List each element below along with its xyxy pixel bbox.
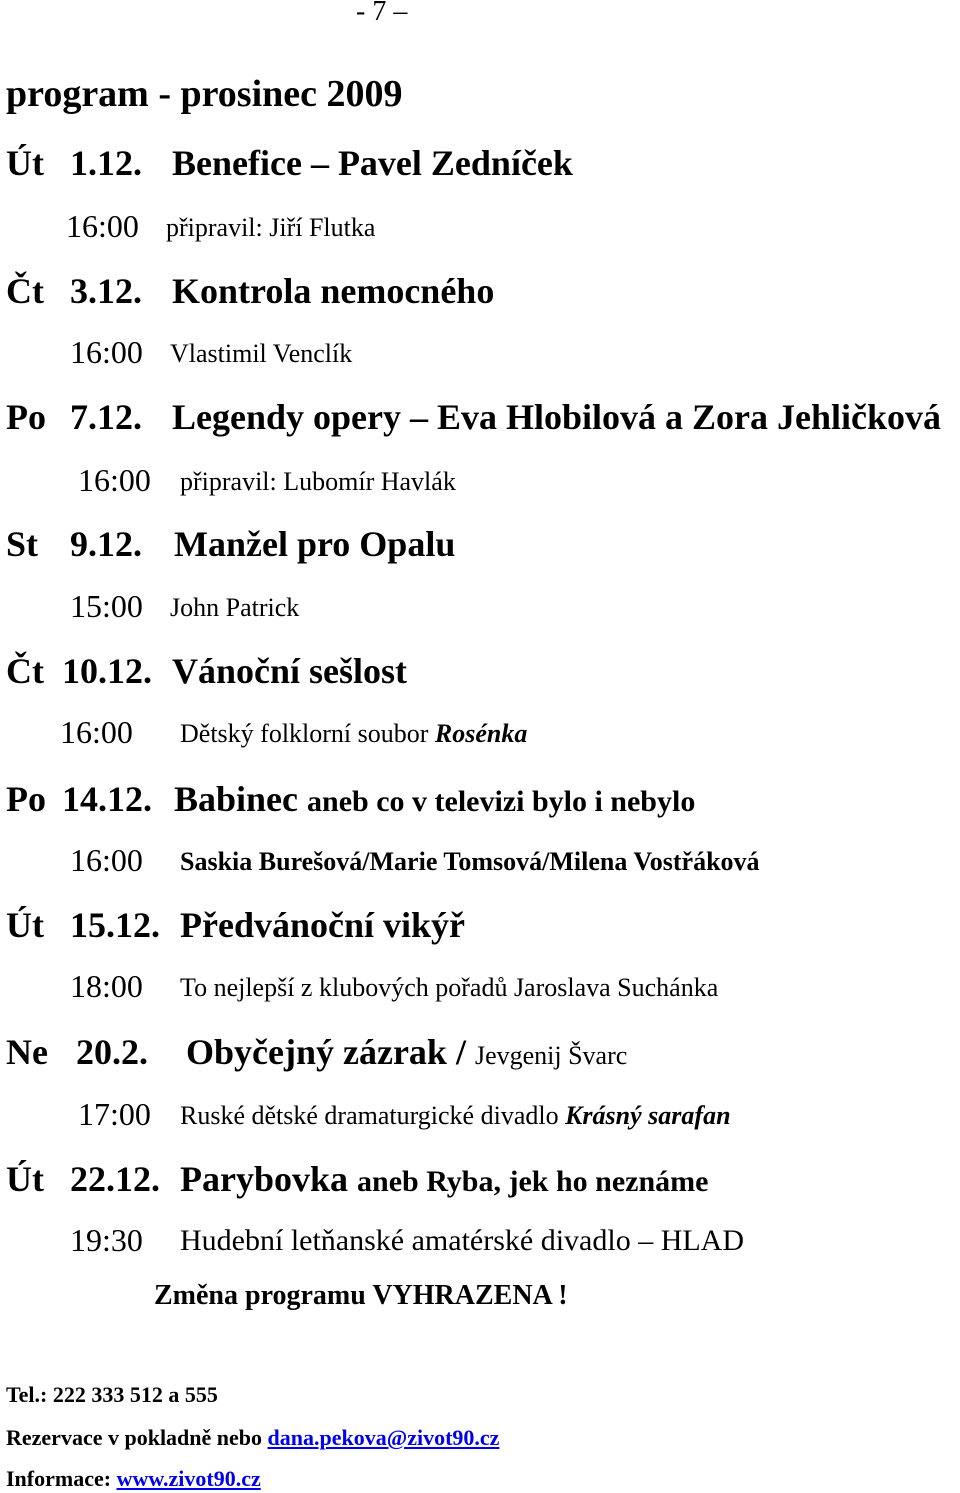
event-title: Legendy opery – Eva Hlobilová a Zora Jehličková [172, 397, 942, 437]
event-date: 9.12. [70, 524, 142, 564]
event-title-main: Obyčejný zázrak / [186, 1032, 466, 1072]
event-title [174, 778, 695, 820]
play-name: Krásný sarafan [565, 1101, 731, 1130]
event-subtitle-text: Dětský folklorní soubor [180, 719, 429, 748]
event-subtitle [180, 1101, 731, 1131]
event-day: St [6, 524, 39, 564]
info-label: Informace: [6, 1466, 117, 1491]
reservation-email-link[interactable]: dana.pekova@zivot90.cz [267, 1425, 500, 1450]
website-link[interactable]: www.zivot90.cz [116, 1466, 261, 1491]
footer-phone: Tel.: 222 333 512 a 555 [6, 1382, 218, 1407]
event-day: Čt [6, 651, 44, 691]
program-change-notice: Změna programu VYHRAZENA ! [154, 1280, 568, 1311]
event-time: 16:00 [60, 714, 133, 750]
event-date: 20.2. [76, 1032, 148, 1072]
event-title: Vánoční sešlost [172, 651, 408, 691]
event-time: 19:30 [70, 1222, 143, 1258]
event-day: Ne [6, 1032, 48, 1072]
event-title: Manžel pro Opalu [174, 524, 456, 564]
event-title [180, 1158, 708, 1200]
event-date: 14.12. [62, 779, 152, 819]
event-day: Po [6, 779, 46, 819]
event-subtitle: připravil: Lubomír Havlák [180, 467, 456, 496]
event-time: 16:00 [70, 334, 143, 370]
event-date: 15.12. [70, 905, 160, 945]
event-subtitle [180, 719, 527, 749]
event-date: 3.12. [70, 271, 142, 311]
event-subtitle: To nejlepší z klubových pořadů Jaroslava Suchánka [180, 973, 719, 1002]
event-date: 7.12. [70, 397, 142, 437]
event-title [186, 1031, 627, 1073]
footer-reservation [6, 1425, 499, 1451]
reservation-label: Rezervace v pokladně nebo [6, 1425, 268, 1450]
event-day: Út [6, 905, 44, 945]
event-date: 10.12. [62, 651, 152, 691]
event-title: Kontrola nemocného [172, 271, 495, 311]
event-time: 16:00 [66, 208, 139, 244]
footer-info [6, 1466, 261, 1492]
event-day: Út [6, 1159, 44, 1199]
event-day: Po [6, 397, 46, 437]
event-time: 16:00 [70, 842, 143, 878]
page-number: - 7 – [356, 0, 408, 27]
page-title: program - prosinec 2009 [6, 73, 403, 115]
event-day: Čt [6, 271, 44, 311]
event-subtitle: Saskia Burešová/Marie Tomsová/Milena Vostřáková [180, 847, 760, 876]
event-date: 22.12. [70, 1159, 160, 1199]
event-time: 16:00 [78, 462, 151, 498]
event-subtitle: připravil: Jiří Flutka [166, 213, 376, 242]
event-day: Út [6, 143, 44, 183]
event-time: 17:00 [78, 1096, 151, 1132]
event-title-rest: aneb co v televizi bylo i nebylo [307, 785, 696, 818]
event-time: 15:00 [70, 588, 143, 624]
event-title-main: Parybovka [180, 1159, 349, 1199]
event-title-main: Babinec [174, 779, 299, 819]
event-subtitle: Vlastimil Venclík [170, 339, 353, 368]
event-subtitle-text: Ruské dětské dramaturgické divadlo [180, 1101, 559, 1130]
event-subtitle: Hudební letňanské amatérské divadlo – HLAD [180, 1224, 745, 1257]
event-title-author: Jevgenij Švarc [474, 1041, 628, 1070]
event-title: Předvánoční vikýř [180, 905, 465, 945]
event-date: 1.12. [70, 143, 142, 183]
event-title-rest: aneb Ryba, jek ho neznáme [357, 1165, 709, 1198]
event-title: Benefice – Pavel Zedníček [172, 143, 573, 183]
event-time: 18:00 [70, 968, 143, 1004]
ensemble-name: Rosénka [434, 719, 528, 748]
event-subtitle: John Patrick [170, 593, 300, 622]
